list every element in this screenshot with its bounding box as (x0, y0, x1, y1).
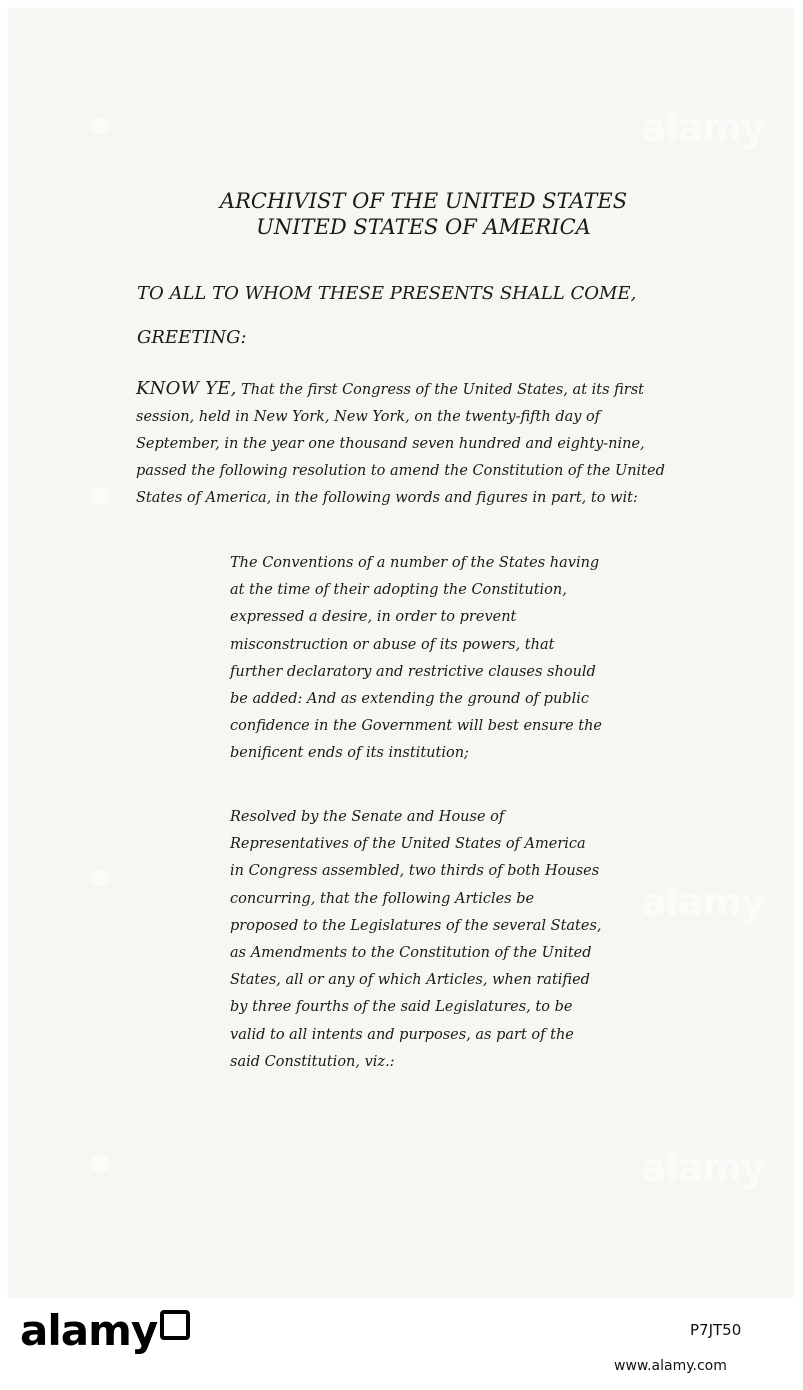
document-title (9, 188, 803, 240)
resolution-line: as Amendments to the Constitution of the United (230, 945, 592, 962)
resolution-line: States, all or any of which Articles, when ratified (230, 972, 590, 989)
watermark-badge (92, 1155, 108, 1171)
title-line: ARCHIVIST OF THE UNITED STATES (219, 189, 628, 213)
intro-line: passed the following resolution to amend the Constitution of the United (136, 463, 665, 479)
preamble-line: further declaratory and restrictive clauses should (230, 663, 596, 680)
resolution-line: in Congress assembled, two thirds of both Houses (230, 863, 600, 880)
resolution-line: said Constitution, viz.: (230, 1053, 395, 1070)
image-id: P7JT50 (690, 1321, 742, 1339)
watermark-badge (92, 870, 108, 886)
resolution-line: Resolved by the Senate and House of (230, 809, 505, 825)
preamble-paragraph (230, 550, 620, 768)
resolution-line: Representatives of the United States of America (230, 836, 586, 853)
intro-line: session, held in New York, New York, on the twenty-fifth day of (136, 409, 601, 425)
intro-paragraph (136, 375, 676, 512)
preamble-line: be added: And as extending the ground of public (230, 691, 589, 708)
intro-line: States of America, in the following words and figures in part, to wit: (136, 490, 638, 506)
resolution-line: proposed to the Legislatures of the several States, (230, 917, 602, 934)
watermark-badge (92, 488, 108, 504)
preamble-line: confidence in the Government will best ensure the (230, 718, 603, 735)
resolution-paragraph (230, 804, 620, 1076)
alamy-logo-icon (160, 1310, 190, 1340)
title-line: UNITED STATES OF AMERICA (256, 215, 591, 239)
watermark-text: alamy (641, 880, 765, 924)
resolution-line: by three fourths of the said Legislatures, to be (230, 999, 573, 1016)
intro-line: September, in the year one thousand seven hundred and eighty-nine, (136, 436, 645, 452)
intro-line: KNOW YE, That the first Congress of the United States, at its first (136, 378, 645, 399)
address-line: TO ALL TO WHOM THESE PRESENTS SHALL COME, (137, 283, 637, 304)
watermark-text: alamy (641, 1146, 765, 1190)
resolution-line: concurring, that the following Articles be (230, 890, 535, 907)
preamble-line: benificent ends of its institution; (230, 745, 469, 762)
watermark-text: alamy (641, 106, 765, 150)
stock-url: www.alamy.com (614, 1358, 727, 1374)
document-page (9, 9, 793, 1297)
watermark-badge (92, 118, 108, 134)
alamy-logo: alamy (20, 1306, 158, 1355)
resolution-line: valid to all intents and purposes, as part of the (230, 1026, 574, 1043)
intro-lead: KNOW YE, (136, 378, 237, 399)
preamble-line: expressed a desire, in order to prevent (230, 609, 517, 626)
preamble-line: at the time of their adopting the Constitution, (230, 582, 567, 599)
preamble-line: misconstruction or abuse of its powers, that (230, 636, 555, 653)
greeting: GREETING: (137, 327, 247, 348)
preamble-line: The Conventions of a number of the States having (230, 555, 600, 571)
